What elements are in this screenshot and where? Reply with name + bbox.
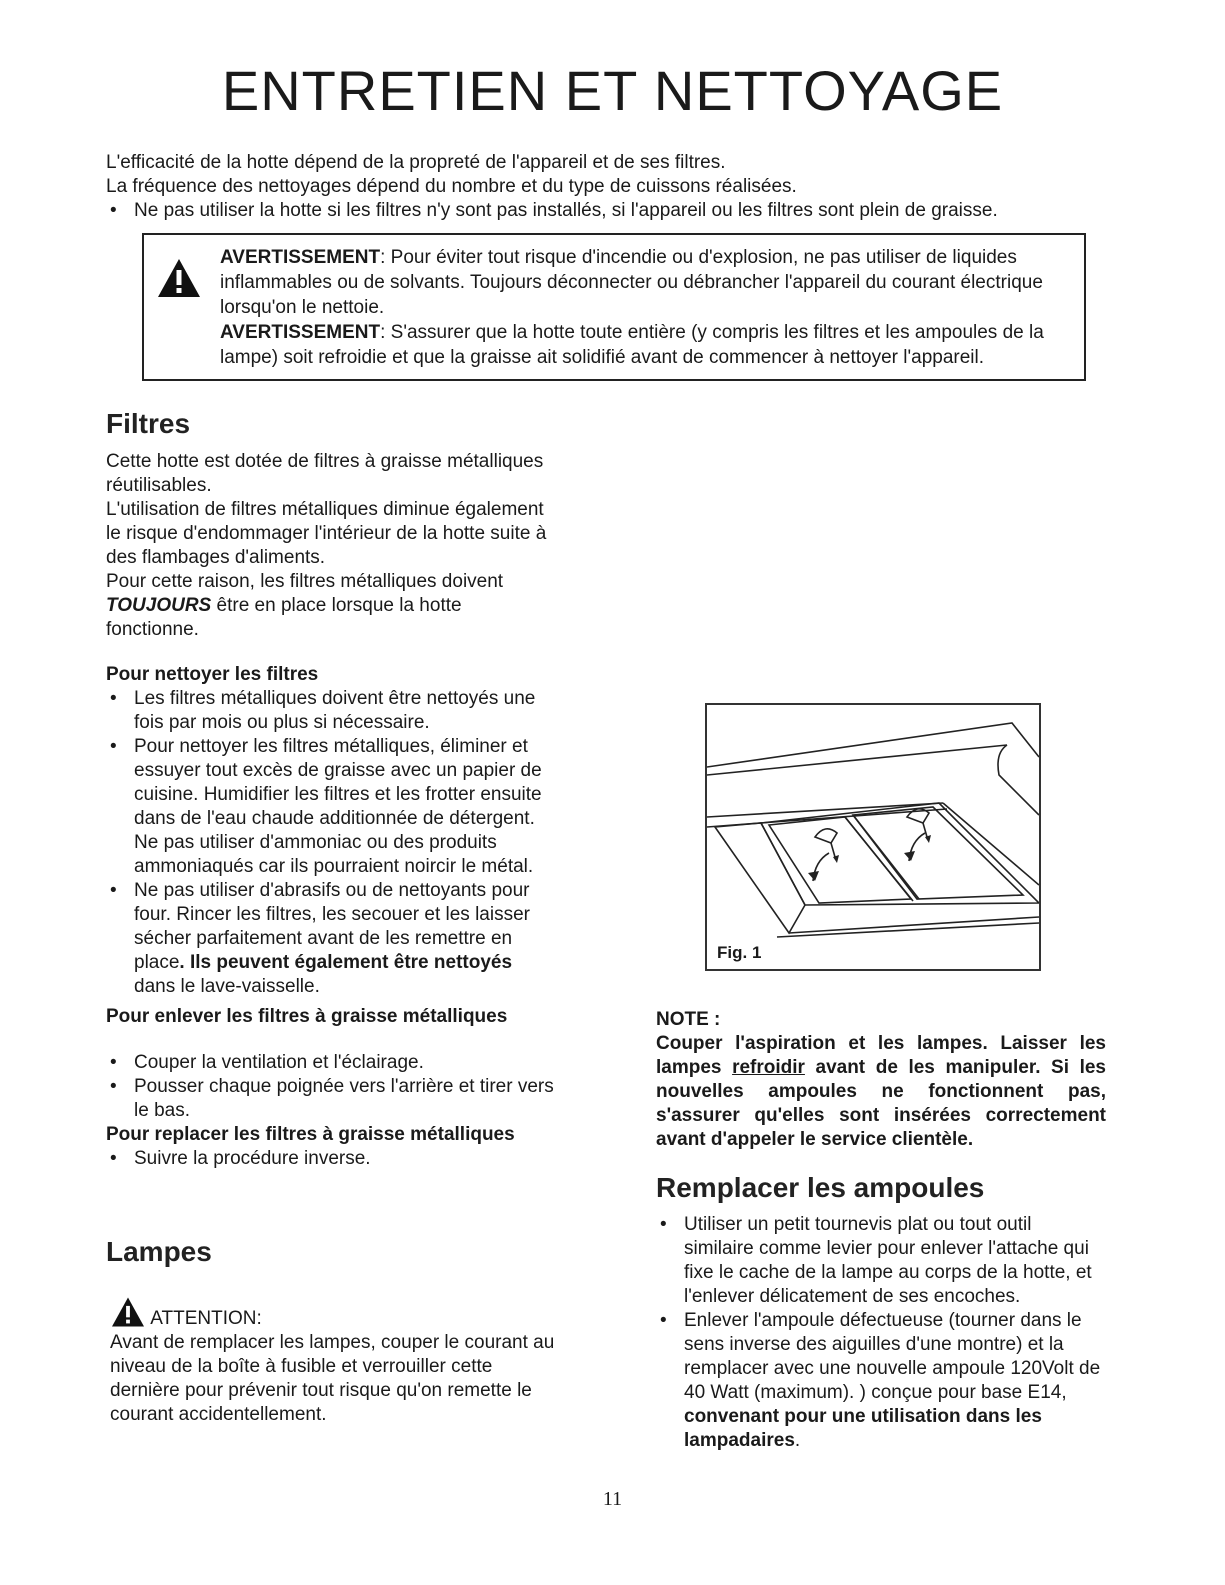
intro-bullet-text: Ne pas utiliser la hotte si les filtres n'y sont pas installés, si l'appareil ou les filtres sont plein de graisse. — [134, 200, 998, 221]
attention-block — [110, 1296, 560, 1427]
clean-bullet-3-bold: . Ils peuvent également être nettoyés — [179, 952, 513, 973]
section-heading-filtres: Filtres — [106, 408, 191, 439]
replace-bullet-1-text: Suivre la procédure inverse. — [134, 1148, 371, 1169]
figure-1 — [705, 703, 1041, 971]
page-number: 11 — [602, 1488, 623, 1510]
warning-label-2: AVERTISSEMENT — [220, 322, 381, 343]
note-label: NOTE : — [656, 1009, 721, 1030]
filtres-p2: L'utilisation de filtres métalliques diminue également le risque d'endommager l'intérieur de la hotte suite à des flambages d'aliments. — [106, 499, 547, 568]
bullet-icon: • — [110, 1076, 117, 1097]
bullet-icon: • — [110, 200, 117, 221]
warning-text-1: : Pour éviter tout risque d'incendie ou d'explosion, ne pas utiliser de liquides inflammables ou de solvants. Toujours déconnecter ou débrancher l'appareil du courant électrique lorsqu'on le nettoie. — [220, 247, 1043, 318]
replace-heading: Pour replacer les filtres à graisse métalliques — [106, 1124, 515, 1145]
warning-triangle-icon — [156, 257, 202, 299]
filtres-p1: Cette hotte est dotée de filtres à graisse métalliques réutilisables. — [106, 451, 544, 496]
section-heading-lampes: Lampes — [106, 1236, 212, 1267]
clean-bullet-3-a: Ne pas utiliser d'abrasifs ou de nettoyants pour four. Rincer les filtres, les secouer et les laisser sécher parfaitement avant de les remettre en place — [134, 880, 530, 973]
note-underlined: refroidir — [732, 1057, 805, 1078]
bullet-icon: • — [110, 880, 117, 901]
intro-bullet — [106, 199, 1116, 223]
bullet-icon: • — [110, 1052, 117, 1073]
intro-line-1: L'efficacité de la hotte dépend de la propreté de l'appareil et de ses filtres. — [106, 152, 726, 173]
bullet-icon: • — [660, 1310, 667, 1331]
ampoules-bullet-2 — [656, 1309, 1106, 1453]
remove-bullet-1-text: Couper la ventilation et l'éclairage. — [134, 1052, 424, 1073]
filtres-clean — [106, 663, 556, 1171]
filtres-p3 — [106, 570, 551, 642]
clean-bullet-3-c: dans le lave-vaisselle. — [134, 976, 320, 997]
warning-label-1: AVERTISSEMENT — [220, 247, 381, 268]
warning-box — [142, 233, 1086, 381]
remove-heading: Pour enlever les filtres à graisse métalliques — [106, 1006, 508, 1027]
note-text-3: avant de les manipuler. Si les nouvelles ampoules ne fonctionnent pas, s'assurer qu'elles sont insérées correctement avant d'appeler le service clientèle. — [656, 1057, 1106, 1150]
section-heading-ampoules: Remplacer les ampoules — [656, 1172, 985, 1203]
remove-bullet-2 — [106, 1075, 556, 1123]
note-text-1: Couper l'aspiration et les lampes. Laisser les lampes — [656, 1033, 1106, 1078]
warning-triangle-icon — [110, 1296, 146, 1328]
clean-heading: Pour nettoyer les filtres — [106, 664, 319, 685]
warning-text — [220, 245, 1078, 370]
figure-label: Fig. 1 — [717, 943, 762, 962]
replace-bullet-1 — [106, 1147, 556, 1171]
warning-1 — [220, 245, 1078, 320]
intro-line-2: La fréquence des nettoyages dépend du nombre et du type de cuissons réalisées. — [106, 176, 797, 197]
intro — [106, 151, 1116, 223]
clean-bullet-2-text: Pour nettoyer les filtres métalliques, éliminer et essuyer tout excès de graisse avec un papier de cuisine. Humidifier les filtres et les frotter ensuite dans de l'eau chaude additionnée de détergent. Ne pas utiliser d'ammoniac ou des produits ammoniaqués car ils pourraient noircir le métal. — [134, 736, 542, 877]
filtres-intro — [106, 450, 551, 642]
bullet-icon: • — [660, 1214, 667, 1235]
clean-bullet-1-text: Les filtres métalliques doivent être nettoyés une fois par mois ou plus si nécessaire. — [134, 688, 536, 733]
remove-bullet-2-text: Pousser chaque poignée vers l'arrière et tirer vers le bas. — [134, 1076, 554, 1121]
ampoules-list — [656, 1213, 1106, 1453]
page-title: ENTRETIEN ET NETTOYAGE — [221, 59, 1004, 122]
warning-2 — [220, 320, 1078, 370]
ampoules-bullet-2-bold: convenant pour une utilisation dans les lampadaires — [684, 1406, 1042, 1451]
bullet-icon: • — [110, 688, 117, 709]
ampoules-bullet-2-a: Enlever l'ampoule défectueuse (tourner dans le sens inverse des aiguilles d'une montre) et la remplacer avec une nouvelle ampoule 120Volt de 40 Watt (maximum). ) conçue pour base E14, — [684, 1310, 1101, 1403]
attention-label: ATTENTION: — [150, 1308, 262, 1329]
range-hood-filter-illustration — [707, 705, 1041, 971]
bullet-icon: • — [110, 736, 117, 757]
remove-bullet-1 — [106, 1051, 556, 1075]
attention-text: Avant de remplacer les lampes, couper le courant au niveau de la boîte à fusible et verrouiller cette dernière pour prévenir tout risque qu'on remette le courant accidentellement. — [110, 1332, 555, 1425]
clean-bullet-3 — [106, 879, 556, 999]
note-block — [656, 1008, 1106, 1152]
filtres-p3-emphasis: TOUJOURS — [106, 595, 212, 616]
clean-bullet-1 — [106, 687, 556, 735]
ampoules-bullet-2-c: . — [794, 1430, 801, 1451]
warning-text-2: : S'assurer que la hotte toute entière (y compris les filtres et les ampoules de la lampe) soit refroidie et que la graisse ait solidifié avant de commencer à nettoyer l'appareil. — [220, 322, 1044, 368]
bullet-icon: • — [110, 1148, 117, 1169]
note-text — [656, 1032, 1106, 1152]
filtres-p3-c: être en place lorsque la hotte fonctionne. — [106, 595, 462, 640]
ampoules-bullet-1 — [656, 1213, 1106, 1309]
clean-bullet-2 — [106, 735, 556, 879]
ampoules-bullet-1-text: Utiliser un petit tournevis plat ou tout outil similaire comme levier pour enlever l'attache qui fixe le cache de la lampe au corps de la hotte, et l'enlever délicatement de ses encoches. — [684, 1214, 1092, 1307]
filtres-p3-a: Pour cette raison, les filtres métalliques doivent — [106, 571, 504, 592]
attention-heading — [110, 1296, 560, 1331]
